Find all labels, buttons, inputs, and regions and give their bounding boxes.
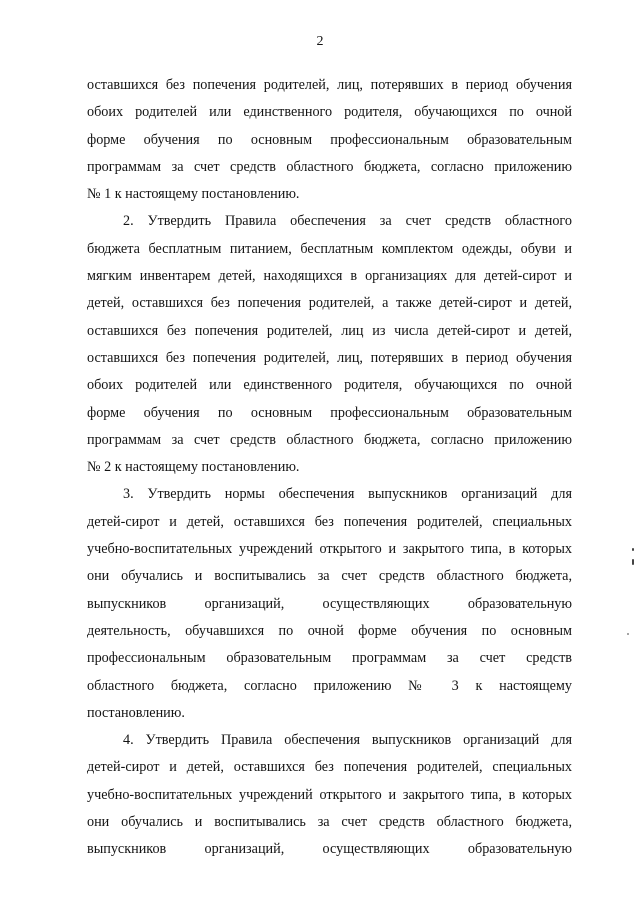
paragraph-item-3 — [87, 481, 572, 727]
text-line: оставшихся без попечения родителей, лиц, потерявших в период обучения — [87, 349, 572, 366]
text-line: детей, оставшихся без попечения родителей, а также детей-сирот и детей, — [87, 295, 572, 312]
text-line: деятельность, обучавшихся по очной форме обучения по основным — [87, 622, 572, 639]
text-line: № 1 к настоящему постановлению. — [87, 186, 300, 203]
text-line: форме обучения по основным профессиональным образовательным — [87, 404, 572, 421]
text-line: учебно-воспитательных учреждений открытого и закрытого типа, в которых — [87, 786, 572, 803]
text-line: они обучались и воспитывались за счет средств областного бюджета, — [87, 568, 572, 585]
text-line: оставшихся без попечения родителей, лиц, потерявших в период обучения — [87, 77, 572, 93]
paragraph-continuation — [87, 72, 572, 208]
document-body — [87, 72, 572, 864]
scan-artifact-mark — [627, 633, 629, 635]
text-line: обоих родителей или единственного родителя, обучающихся по очной — [87, 377, 572, 394]
text-line: бюджета бесплатным питанием, бесплатным комплектом одежды, обуви и — [87, 240, 572, 257]
text-line: детей-сирот и детей, оставшихся без попечения родителей, специальных — [87, 759, 572, 776]
page-number: 2 — [316, 34, 324, 49]
text-line: обоих родителей или единственного родителя, обучающихся по очной — [87, 104, 572, 121]
text-line: они обучались и воспитывались за счет средств областного бюджета, — [87, 814, 572, 831]
scan-artifact-mark — [632, 548, 634, 551]
text-line: профессиональным образовательным программам за счет средств — [87, 650, 572, 667]
text-line: 3. Утвердить нормы обеспечения выпускников организаций для — [123, 486, 572, 503]
text-line: учебно-воспитательных учреждений открытого и закрытого типа, в которых — [87, 541, 572, 558]
text-line: программам за счет средств областного бюджета, согласно приложению — [87, 158, 572, 175]
text-line: мягким инвентарем детей, находящихся в организациях для детей-сирот и — [87, 268, 572, 285]
paragraph-item-4 — [87, 727, 572, 863]
text-line: выпускников организаций, осуществляющих образовательную — [87, 841, 572, 858]
text-line: 2. Утвердить Правила обеспечения за счет средств областного — [123, 213, 572, 230]
text-line: оставшихся без попечения родителей, лиц из числа детей-сирот и детей, — [87, 322, 572, 339]
text-line: детей-сирот и детей, оставшихся без попечения родителей, специальных — [87, 513, 572, 530]
text-line: № 2 к настоящему постановлению. — [87, 459, 300, 476]
text-line: областного бюджета, согласно приложению № 3 к настоящему — [87, 677, 572, 694]
scan-artifact-mark — [632, 559, 634, 565]
paragraph-item-2 — [87, 208, 572, 481]
text-line: постановлению. — [87, 704, 185, 721]
text-line: программам за счет средств областного бюджета, согласно приложению — [87, 431, 572, 448]
text-line: 4. Утвердить Правила обеспечения выпускников организаций для — [123, 732, 572, 749]
text-line: форме обучения по основным профессиональным образовательным — [87, 131, 572, 148]
text-line: выпускников организаций, осуществляющих образовательную — [87, 595, 572, 612]
